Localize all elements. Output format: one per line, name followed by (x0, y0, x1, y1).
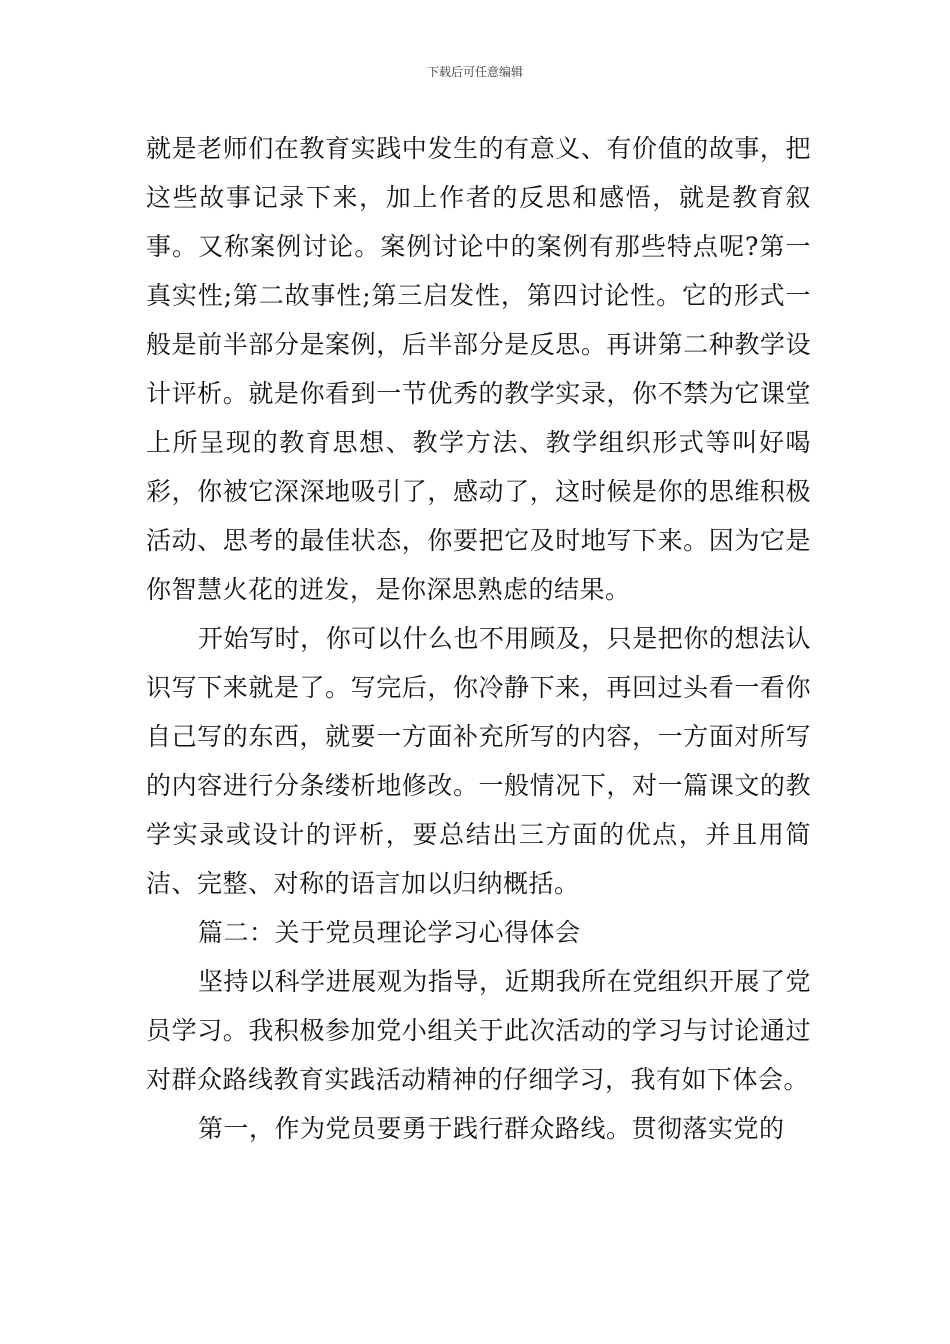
paragraph-4: 第一，作为党员要勇于践行群众路线。贯彻落实党的 (198, 1114, 785, 1143)
page-header: 下载后可任意编辑 (426, 65, 523, 79)
document-body (146, 124, 811, 1153)
paragraph-2: 开始写时，你可以什么也不用顾及，只是把你的想法认识写下来就是了。写完后，你冷静下来，再回过头看一看你自己写的东西，就要一方面补充所写的内容，一方面对所写的内容进行分条缕析地修改。一般情况下，对一篇课文的教学实录或设计的评析，要总结出三方面的优点，并且用简洁、完整、对称的语言加以归纳概括。 (146, 624, 811, 898)
paragraph-1: 就是老师们在教育实践中发生的有意义、有价值的故事，把这些故事记录下来，加上作者的反思和感悟，就是教育叙事。又称案例讨论。案例讨论中的案例有那些特点呢?第一真实性;第二故事性;第三启发性，第四讨论性。它的形式一般是前半部分是案例，后半部分是反思。再讲第二种教学设计评析。就是你看到一节优秀的教学实录，你不禁为它课堂上所呈现的教育思想、教学方法、教学组织形式等叫好喝彩，你被它深深地吸引了，感动了，这时候是你的思维积极活动、思考的最佳状态，你要把它及时地写下来。因为它是你智慧火花的迸发，是你深思熟虑的结果。 (146, 134, 811, 604)
section-heading: 篇二：关于党员理论学习心得体会 (198, 918, 581, 947)
paragraph-3: 坚持以科学进展观为指导，近期我所在党组织开展了党员学习。我积极参加党小组关于此次活动的学习与讨论通过对群众路线教育实践活动精神的仔细学习，我有如下体会。 (146, 967, 811, 1094)
